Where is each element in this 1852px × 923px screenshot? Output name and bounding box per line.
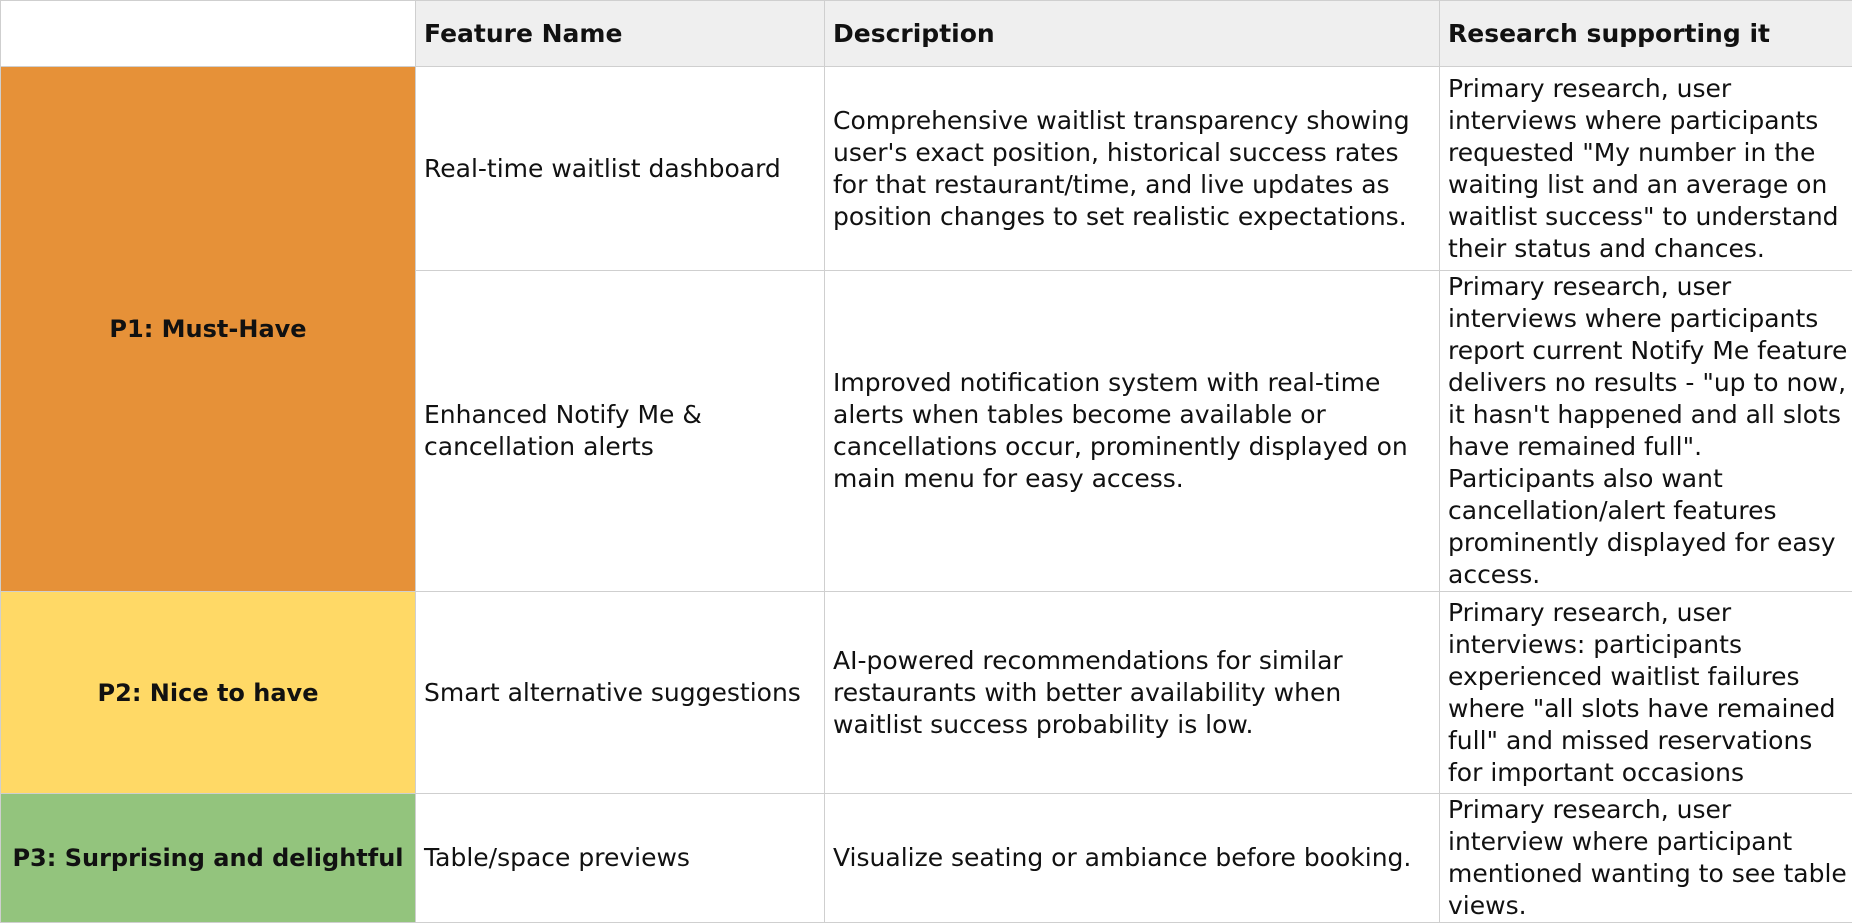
header-cell-feature-name[interactable]: Feature Name <box>416 1 825 67</box>
feature-name-cell[interactable]: Real-time waitlist dashboard <box>416 67 825 271</box>
priority-cell-p3[interactable]: P3: Surprising and delightful <box>1 794 416 923</box>
header-cell-research[interactable]: Research supporting it <box>1440 1 1852 67</box>
research-cell[interactable]: Primary research, user interview where participant mentioned wanting to see table views. <box>1440 794 1852 923</box>
table-row <box>1 592 1852 794</box>
table-row <box>1 67 1852 271</box>
research-cell[interactable]: Primary research, user interviews where participants report current Notify Me feature delivers no results - "up to now, it hasn't happened and all slots have remained full". Participants also want cancellation/alert features prominently displayed for easy access. <box>1440 271 1852 592</box>
description-cell[interactable]: Comprehensive waitlist transparency showing user's exact position, historical success rates for that restaurant/time, and live updates as position changes to set realistic expectations. <box>825 67 1440 271</box>
description-cell[interactable]: Improved notification system with real-time alerts when tables become available or cancellations occur, prominently displayed on main menu for easy access. <box>825 271 1440 592</box>
header-row <box>1 1 1852 67</box>
header-cell-description[interactable]: Description <box>825 1 1440 67</box>
description-cell[interactable]: AI-powered recommendations for similar restaurants with better availability when waitlist success probability is low. <box>825 592 1440 794</box>
priority-cell-p1[interactable]: P1: Must-Have <box>1 67 416 592</box>
priority-cell-p2[interactable]: P2: Nice to have <box>1 592 416 794</box>
research-cell[interactable]: Primary research, user interviews: participants experienced waitlist failures where "all slots have remained full" and missed reservations for important occasions <box>1440 592 1852 794</box>
feature-name-cell[interactable]: Table/space previews <box>416 794 825 923</box>
feature-name-cell[interactable]: Smart alternative suggestions <box>416 592 825 794</box>
table-row <box>1 794 1852 923</box>
description-cell[interactable]: Visualize seating or ambiance before booking. <box>825 794 1440 923</box>
header-cell-priority[interactable] <box>1 1 416 67</box>
feature-name-cell[interactable]: Enhanced Notify Me & cancellation alerts <box>416 271 825 592</box>
research-cell[interactable]: Primary research, user interviews where participants requested "My number in the waiting list and an average on waitlist success" to understand their status and chances. <box>1440 67 1852 271</box>
